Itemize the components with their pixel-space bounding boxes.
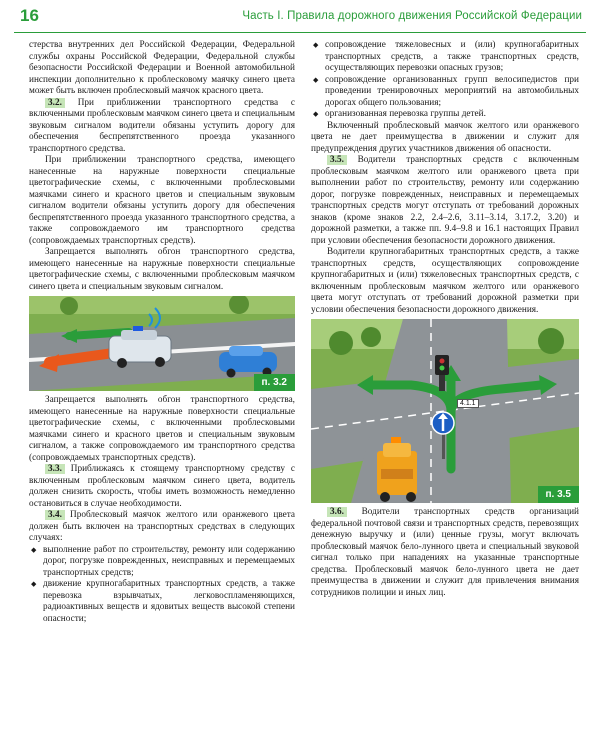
clause-tag-3-4: 3.4. xyxy=(45,510,65,520)
right-column xyxy=(311,40,579,599)
list-item xyxy=(311,75,579,110)
clause-tag-3-5: 3.5. xyxy=(327,155,347,165)
list-3-4-continued xyxy=(311,40,579,121)
bullet-icon: ◆ xyxy=(31,580,37,588)
paragraph-3-5b: Водители крупногабаритных транспортных средств, а также транспортных средств, осуществляющих сопровождение крупногабаритных и (или) тяжеловесных транспортных средств, с включенным проблесковым маячком желтого или оранжевого цвета могут отступать от требований дорожной разметки при условии обеспечения безопасности дорожного движения. xyxy=(311,247,579,315)
paragraph-3-3 xyxy=(29,464,295,510)
list-item-text: сопровождение организованных групп велосипедистов при проведении тренировочных мероприятий на автомобильных дорогах общего пользования; xyxy=(325,74,579,108)
clause-3-6-text: Водители транспортных средств организаций федеральной почтовой связи и транспортных средств, перевозящих денежную выручку и (или) ценные грузы, могут включать проблесковый маячок бело-лунного цвета и специальный звуковой сигнал только при нападениях на указанные транспортные средства. Проблесковый маячок бело-лунного цвета не дает преимущества в движении и служит для привлечения внимания сотрудников полиции и иных лиц. xyxy=(311,507,579,598)
paragraph-3-2 xyxy=(29,98,295,156)
clause-3-2-text: При приближении транспортного средства с включенными проблесковым маячком синего цвета и специальным звуковым сигналом водители обязаны уступить дорогу для обеспечения беспрепятственного проезда указанного транспортного средства. xyxy=(29,97,295,154)
list-item xyxy=(29,579,295,625)
figure-3-2-caption: п. 3.2 xyxy=(254,374,296,391)
list-3-4 xyxy=(29,545,295,626)
clause-3-5-text: Водители транспортных средств с включенным проблесковым маячком желтого или оранжевого цвета при выполнении работ по строительству, ремонту или содержанию дорог, погрузке поврежденных, неисправных и перемещаемых транспортных средств могут отступать от требований дорожных знаков (кроме знаков 2.2, 2.4–2.6, 3.11–3.14, 3.17.2, 3.20) и дорожной разметки, а также пп. 9.4–9.8 и 16.1 настоящих Правил при условии обеспечения безопасности дорожного движения. xyxy=(311,155,579,246)
paragraph-after-list: Включенный проблесковый маячок желтого или оранжевого цвета не дает преимущества в движении и служит для предупреждения других участников движения об опасности. xyxy=(311,120,579,154)
figure-3-5 xyxy=(311,319,579,503)
paragraph-3-2b: При приближении транспортного средства, имеющего нанесенные на наружные поверхности специальные цветографические схемы, с включенными проблесковыми маячками синего и красного цветов и специальным звуковым сигналом водители обязаны уступить дорогу для обеспечения беспрепятственного проезда указанного транспортного средства, а также сопровождаемого им транспортного средства (сопровождаемых транспортных средств). xyxy=(29,155,295,246)
page-header xyxy=(0,0,600,40)
paragraph-3-4 xyxy=(29,510,295,545)
sign-label: 4.1.1 xyxy=(457,399,479,408)
clause-3-3-text: Приближаясь к стоящему транспортному средству с включенным проблесковым маячком синего цвета, водитель должен снизить скорость, чтобы иметь возможность немедленно остановиться в случае необходимости. xyxy=(29,464,295,509)
list-item-text: выполнение работ по строительству, ремонту или содержанию дорог, погрузке поврежденных, неисправных и перемещаемых транспортных средств; xyxy=(43,544,295,578)
bullet-icon: ◆ xyxy=(313,110,319,118)
bullet-icon: ◆ xyxy=(313,41,319,49)
figure-3-5-caption: п. 3.5 xyxy=(538,486,580,503)
header-rule xyxy=(14,32,586,33)
figure-3-2 xyxy=(29,296,295,391)
list-item-text: сопровождение тяжеловесных и (или) крупногабаритных транспортных средств, а также транспортных средств, осуществляющих перевозки опасных грузов; xyxy=(325,40,579,73)
paragraph-3-6 xyxy=(311,507,579,599)
left-column xyxy=(29,40,295,625)
paragraph-3-2c: Запрещается выполнять обгон транспортного средства, имеющего нанесенные на наружные поверхности специальные цветографические схемы, с включенными проблесковым маячком синего цвета и специальным звуковым сигналом. xyxy=(29,247,295,292)
paragraph-3-2d: Запрещается выполнять обгон транспортного средства, имеющего нанесенные на наружные поверхности специальные цветографические схемы, с включенными проблесковыми маячками синего и красного цветов и специальным звуковым сигналом, а также сопровождаемого им транспортного средства (сопровождаемых транспортных средств). xyxy=(29,395,295,463)
clause-3-4-text: Проблесковый маячок желтого или оранжевого цвета должен быть включен на транспортных средствах в следующих случаях: xyxy=(29,510,295,543)
list-item xyxy=(311,40,579,75)
list-item xyxy=(311,109,579,121)
running-title: Часть I. Правила дорожного движения Российской Федерации xyxy=(242,10,582,22)
list-item-text: организованная перевозка группы детей. xyxy=(325,109,486,119)
figure-3-5-illustration xyxy=(311,319,579,503)
paragraph-intro: стерства внутренних дел Российской Федерации, Федеральной службы охраны Российской Федерации, Федеральной службы безопасности Российской Федерации и Военной автомобильной инспекции дополнительно к проблесковому маячку синего цвета может быть включен проблесковый маячок красного цвета. xyxy=(29,40,295,96)
paragraph-3-5 xyxy=(311,155,579,247)
bullet-icon: ◆ xyxy=(313,75,319,84)
clause-tag-3-3: 3.3. xyxy=(45,464,65,474)
bullet-icon: ◆ xyxy=(31,545,37,554)
list-item xyxy=(29,545,295,580)
list-item-text: движение крупногабаритных транспортных средств, а также перевозка взрывчатых, легковоспламеняющихся, радиоактивных веществ и ядовитых веществ высокой степени опасности; xyxy=(43,579,295,624)
clause-tag-3-2: 3.2. xyxy=(45,98,65,108)
clause-tag-3-6: 3.6. xyxy=(327,507,347,517)
page-number: 16 xyxy=(20,6,39,25)
